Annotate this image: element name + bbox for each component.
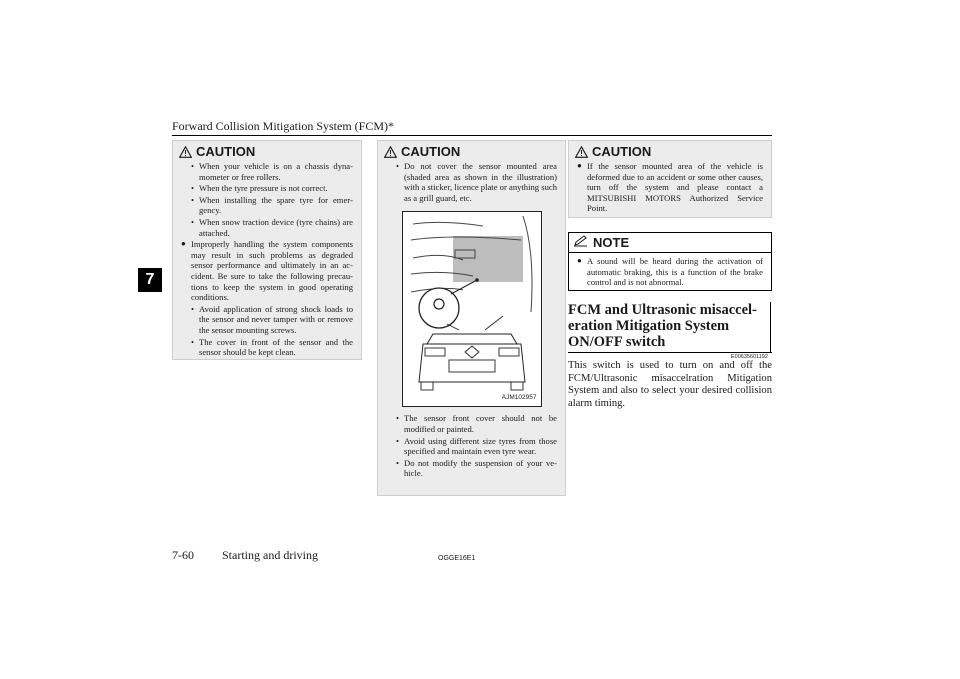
list-item: • When your vehicle is on a chassis dynamometer or free rollers. [191,161,353,182]
list-item: ● Improperly handling the system components may result in such problems as degraded sensor performance and ultimately in an accident. Be sure to take the following precautions to keep the system in good operating conditions. [181,239,353,303]
list-item: • The cover in front of the sensor and the sensor should be kept clean. [191,336,353,358]
caution-box-1 [172,140,362,360]
footer-section-name: Starting and driving [222,548,318,562]
note-header [569,233,771,253]
chapter-tab: 7 [138,268,162,292]
section-title: FCM and Ultrasonic misacceleration Mitigation System ON/OFF switch [568,302,757,350]
illustration-code: AJM102957 [501,393,537,401]
list-item: • Avoid using different size tyres from those specified and maintain even tyre wear. [396,435,557,457]
page-number: 7-60 [172,548,194,562]
list-item: ● A sound will be heard during the activation of automatic braking, this is a function of the brake control and is not abnormal. [577,256,763,288]
note-pencil-icon [573,235,589,250]
list-item: • When installing the spare tyre for emergency. [191,194,353,216]
caution-label: CAUTION [401,144,461,159]
caution-header [569,141,771,161]
caution-body [569,161,771,221]
section-code: E00635601192 [731,354,768,360]
warning-triangle-icon [575,146,588,158]
list-item: • Do not cover the sensor mounted area (shaded area as shown in the illustration) with a sticker, licence plate or anything such as a grill guard, etc. [396,161,557,203]
note-body [569,253,771,295]
note-box [568,232,772,291]
caution-header [173,141,361,161]
section-rule [568,352,772,353]
list-item: • When the tyre pressure is not correct. [191,183,328,194]
footer-code: OGGE16E1 [438,555,476,562]
list-item: • Do not modify the suspension of your vehicle. [396,457,557,479]
caution-box-2 [377,140,566,496]
list-item: • Avoid application of strong shock loads to the sensor and never tamper with or remove the sensor mounting screws. [191,303,353,335]
note-label: NOTE [593,235,630,250]
list-item: ● If the sensor mounted area of the vehicle is deformed due to an accident or some other causes, turn off the system and please contact a MITSUBISHI MOTORS Authorized Service Point. [577,161,763,214]
sensor-area-illustration [402,211,542,407]
section-body: This switch is used to turn on and off the FCM/Ultrasonic misaccelration Mitigation System and also to select your desired collision alarm timing. [568,360,772,409]
section-vertical-rule [770,302,771,352]
warning-triangle-icon [179,146,192,158]
header-rule [172,135,772,136]
page-header-title: Forward Collision Mitigation System (FCM)* [172,119,395,133]
caution-label: CAUTION [196,144,256,159]
list-item: • When snow traction device (tyre chains) are attached. [191,216,353,238]
warning-triangle-icon [384,146,397,158]
caution-box-3 [568,140,772,218]
list-item: • The sensor front cover should not be modified or painted. [396,413,557,434]
caution-header [378,141,565,161]
caution-body [378,161,565,486]
caution-label: CAUTION [592,144,652,159]
vehicle-front-sensor-icon [403,212,541,406]
caution-body [173,161,361,365]
